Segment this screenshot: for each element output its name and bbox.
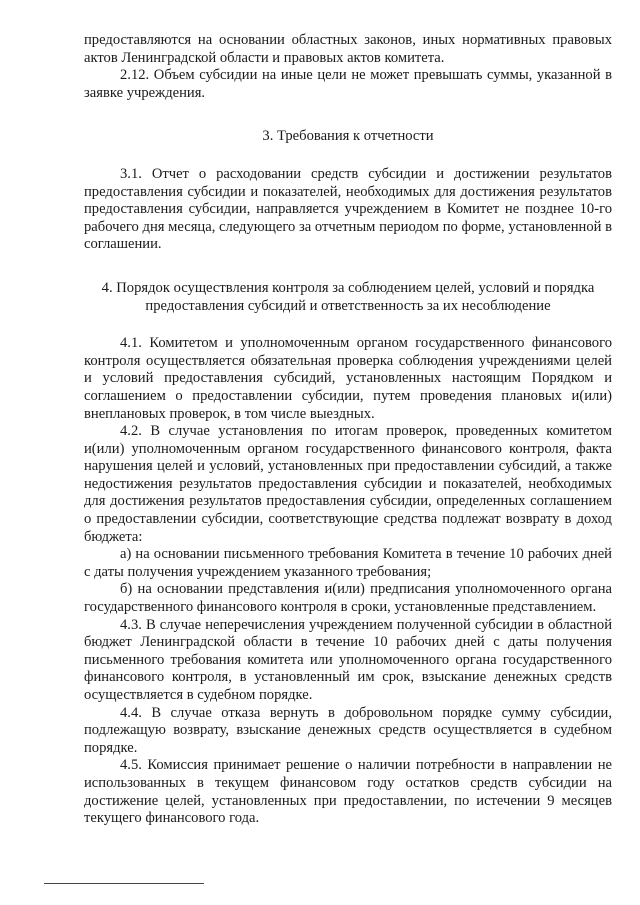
section-4-title-line-1: 4. Порядок осуществления контроля за соблюдением целей, условий и порядка [101,279,595,296]
paragraph-4-2-a: а) на основании письменного требования Комитета в течение 10 рабочих дней с даты получения учреждением указанного требования; [84,546,612,580]
paragraph-4-1: 4.1. Комитетом и уполномоченным органом государственного финансового контроля осуществляется обязательная проверка соблюдения учреждениями целей и условий предоставления субсидий, установленных настоящим Порядком и соглашением о предоставлении субсидии, путем проведения плановых и(или) внеплановых проверок, в том числе выездных. [84,335,612,422]
paragraph-4-4: 4.4. В случае отказа вернуть в добровольном порядке сумму субсидии, подлежащую возврату, взыскание денежных средств осуществляется в судебном порядке. [84,704,612,756]
section-3-title: 3. Требования к отчетности [262,128,434,145]
paragraph-4-2-b: б) на основании представления и(или) предписания уполномоченного органа государственного финансового контроля в сроки, установленные представлением. [84,581,612,616]
section-4-title-line-2: предоставления субсидий и ответственность за их несоблюдение [145,297,551,314]
paragraph-3-1: 3.1. Отчет о расходовании средств субсидии и достижении результатов предоставления субсидии и показателей, необходимых для достижения результатов предоставления субсидии, направляется учреждением в Комитет не позднее 10-го рабочего дня месяца, следующего за отчетным периодом по форме, установленной в соглашении. [84,165,612,253]
paragraph-4-5: 4.5. Комиссия принимает решение о наличии потребности в направлении не использованных в текущем финансовом году остатков средств субсидии на достижение целей, установленных при предоставлении, по истечении 9 месяцев текущего финансового года. [84,757,612,827]
spacer [84,315,612,335]
paragraph-4-2: 4.2. В случае установления по итогам проверок, проведенных комитетом и(или) уполномоченным органом государственного финансового контроля, факта нарушения целей и условий, установленных при предоставлении субсидий, а также недостижения результатов предоставления субсидии и показателей, необходимых для достижения результатов предоставления субсидии, определенных соглашением о предоставлении субсидии, соответствующие средства подлежат возврату в доход бюджета: [84,423,612,545]
spacer [84,254,612,280]
paragraph-2-12: 2.12. Объем субсидии на иные цели не может превышать суммы, указанной в заявке учреждения. [84,67,612,101]
spacer [84,102,612,128]
paragraph-4-3: 4.3. В случае неперечисления учреждением полученной субсидии в областной бюджет Ленинградской области в течение 10 рабочих дней с даты получения письменного требования комитета или уполномоченного органа государственного финансового контроля, в установленный им срок, взыскание денежных средств осуществляется в судебном порядке. [84,616,612,703]
spacer [84,146,612,166]
paragraph-2-11-continuation: предоставляются на основании областных законов, иных нормативных правовых актов Ленинградской области и правовых актов комитета. [84,32,612,66]
footnote-separator-line [44,883,204,884]
